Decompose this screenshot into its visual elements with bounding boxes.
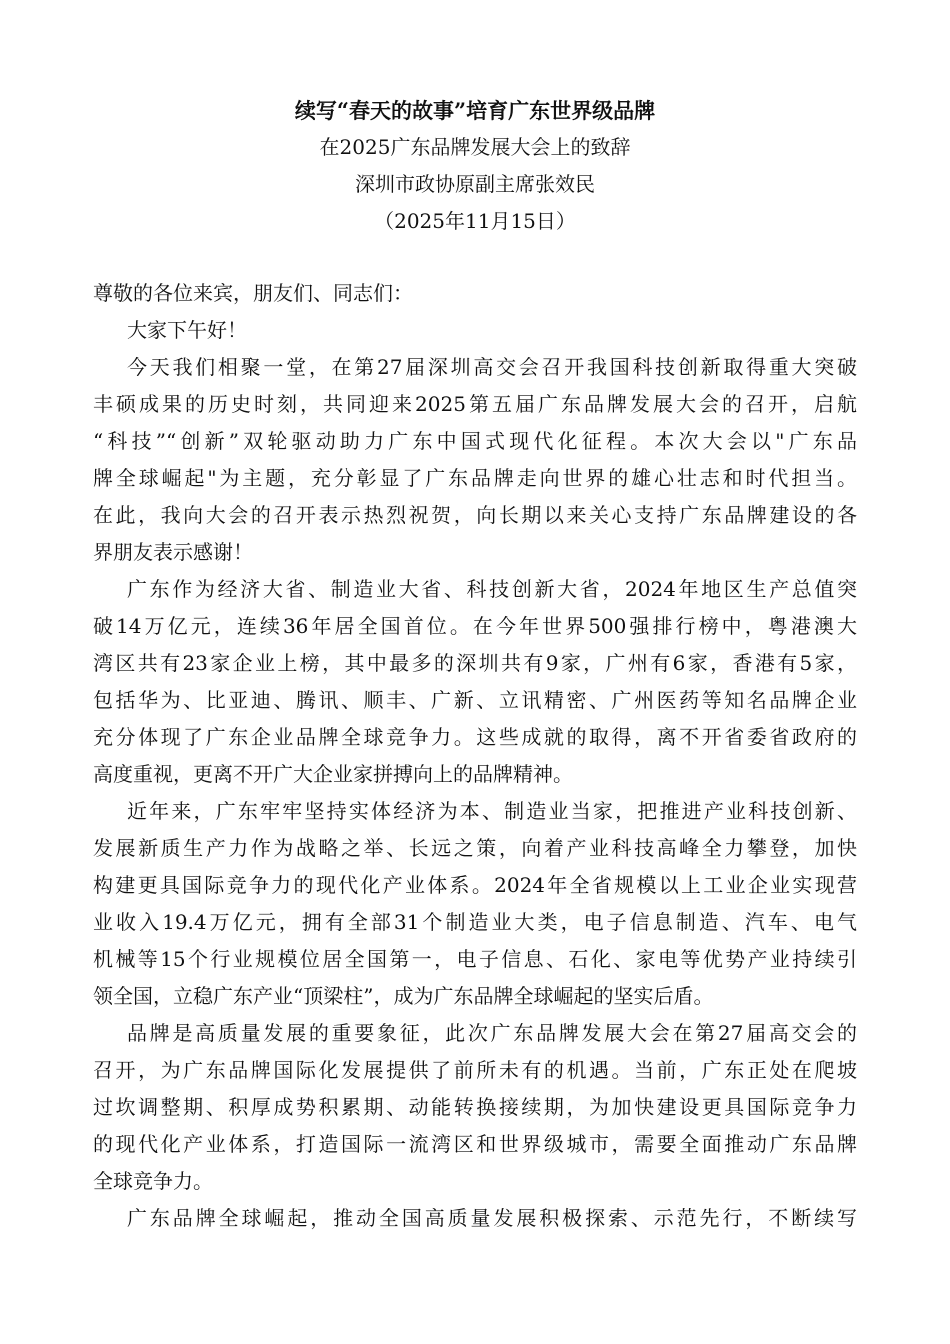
paragraph	[93, 571, 857, 793]
paragraph-line: 发展新质生产力作为战略之举、长远之策，向着产业科技高峰全力攀登，加快	[93, 836, 857, 860]
paragraph-line: 充分体现了广东企业品牌全球竞争力。这些成就的取得，离不开省委省政府的	[93, 725, 857, 749]
paragraph-line: 破14万亿元，连续36年居全国首位。在今年世界500强排行榜中，粤港澳大	[93, 614, 857, 638]
paragraph-line: 过坎调整期、积厚成势积累期、动能转换接续期，为加快建设更具国际竞争力	[93, 1095, 857, 1119]
paragraph-line: 今天我们相聚一堂，在第27届深圳高交会召开我国科技创新取得重大突破	[127, 355, 857, 379]
speaker-line: 深圳市政协原副主席张效民	[355, 172, 595, 196]
paragraph-line: 机械等15个行业规模位居全国第一，电子信息、石化、家电等优势产业持续引	[93, 947, 857, 971]
paragraph-line: 丰硕成果的历史时刻，共同迎来2025第五届广东品牌发展大会的召开，启航	[93, 392, 857, 416]
paragraph-line: 构建更具国际竞争力的现代化产业体系。2024年全省规模以上工业企业实现营	[93, 873, 857, 897]
paragraph-line: 业收入19.4万亿元，拥有全部31个制造业大类，电子信息制造、汽车、电气	[93, 910, 857, 934]
paragraph-line: 湾区共有23家企业上榜，其中最多的深圳共有9家，广州有6家，香港有5家，	[93, 651, 857, 675]
paragraph-line: 领全国，立稳广东产业“顶梁柱”，成为广东品牌全球崛起的坚实后盾。	[93, 984, 714, 1008]
paragraph	[93, 1015, 857, 1200]
paragraph-line: 在此，我向大会的召开表示热烈祝贺，向长期以来关心支持广东品牌建设的各	[93, 503, 857, 527]
paragraph-line: 近年来，广东牢牢坚持实体经济为本、制造业当家，把推进产业科技创新、	[127, 799, 857, 823]
paragraph-line: 召开，为广东品牌国际化发展提供了前所未有的机遇。当前，广东正处在爬坡	[93, 1058, 857, 1082]
speech-body	[93, 275, 857, 1237]
speech-date: （2025年11月15日）	[374, 209, 576, 233]
paragraph-line: 品牌是高质量发展的重要象征，此次广东品牌发展大会在第27届高交会的	[127, 1021, 857, 1045]
paragraph	[93, 793, 857, 1015]
paragraph-line: 的现代化产业体系，打造国际一流湾区和世界级城市，需要全面推动广东品牌	[93, 1132, 857, 1156]
paragraph-line: 广东品牌全球崛起，推动全国高质量发展积极探索、示范先行，不断续写	[127, 1206, 857, 1230]
paragraph	[93, 1200, 857, 1237]
document-title: 续写“春天的故事”培育广东世界级品牌	[294, 98, 656, 123]
paragraph-line: 全球竞争力。	[93, 1169, 213, 1193]
paragraph	[93, 275, 857, 312]
paragraph	[93, 312, 857, 349]
document-subtitle: 在2025广东品牌发展大会上的致辞	[319, 135, 631, 159]
paragraph-line: 界朋友表示感谢！	[93, 540, 253, 564]
paragraph-line: 大家下午好！	[127, 318, 247, 342]
paragraph-line: 牌全球崛起"为主题，充分彰显了广东品牌走向世界的雄心壮志和时代担当。	[93, 466, 857, 490]
paragraph-line: 尊敬的各位来宾，朋友们、同志们：	[93, 281, 413, 305]
paragraph-line: 包括华为、比亚迪、腾讯、顺丰、广新、立讯精密、广州医药等知名品牌企业	[93, 688, 857, 712]
paragraph-line: “科技”“创新”双轮驱动助力广东中国式现代化征程。本次大会以"广东品	[93, 429, 857, 453]
paragraph-line: 高度重视，更离不开广大企业家拼搏向上的品牌精神。	[93, 762, 573, 786]
paragraph-line: 广东作为经济大省、制造业大省、科技创新大省，2024年地区生产总值突	[127, 577, 857, 601]
paragraph	[93, 349, 857, 571]
